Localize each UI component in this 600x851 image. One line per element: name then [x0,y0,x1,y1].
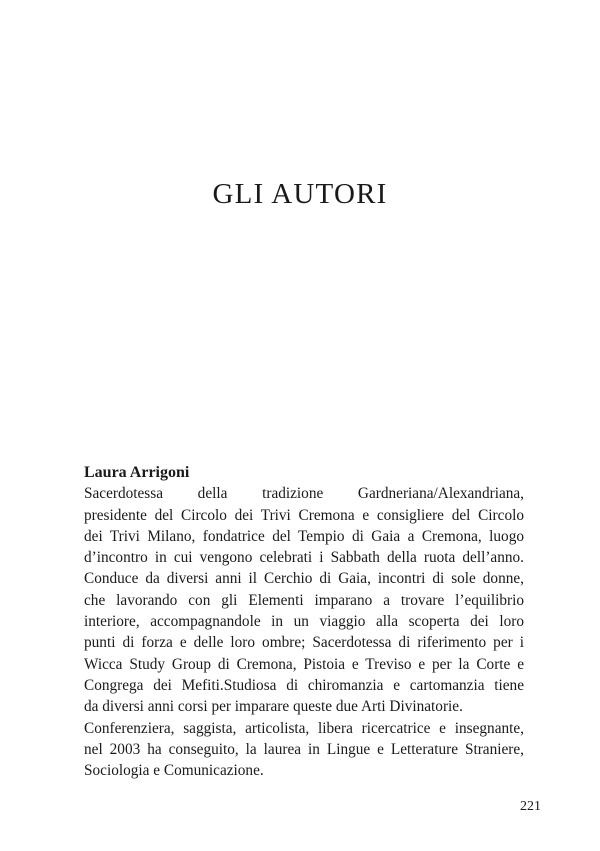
bio-line: presidente del Circolo dei Trivi Cremona e consigliere del Circolo [84,506,524,524]
bio-line: Conduce da diversi anni il Cerchio di Gaia, incontri di sole donne, [84,570,524,588]
bio-line: nel 2003 ha conseguito, la laurea in Lingue e Letterature Straniere, [84,740,524,758]
bio-line: da diversi anni corsi per imparare queste due Arti Divinatorie. [84,698,463,716]
bio-line: d’incontro in cui vengono celebrati i Sabbath della ruota dell’anno. [84,549,524,567]
page-title: GLI AUTORI [212,178,388,210]
author-name: Laura Arrigoni [84,464,190,481]
bio-line: punti di forza e delle loro ombre; Sacerdotessa di riferimento per i [84,634,524,652]
bio-line: Sociologia e Comunicazione. [84,762,264,780]
bio-line: che lavorando con gli Elementi imparano a trovare l’equilibrio [84,591,524,609]
bio-line: interiore, accompagnandole in un viaggio alla scoperta dei loro [84,613,524,631]
author-entry [84,462,524,781]
author-bio [84,483,524,781]
bio-line: dei Trivi Milano, fondatrice del Tempio di Gaia a Cremona, luogo [84,527,524,545]
page-number: 221 [520,799,541,814]
bio-line: Conferenziera, saggista, articolista, libera ricercatrice e insegnante, [84,719,524,737]
bio-line: Congrega dei Mefiti.Studiosa di chiromanzia e cartomanzia tiene [84,676,524,694]
bio-line: Wicca Study Group di Cremona, Pistoia e Treviso e per la Corte e [84,655,524,673]
bio-line: Sacerdotessa della tradizione Gardneriana/Alexandriana, [84,485,524,503]
